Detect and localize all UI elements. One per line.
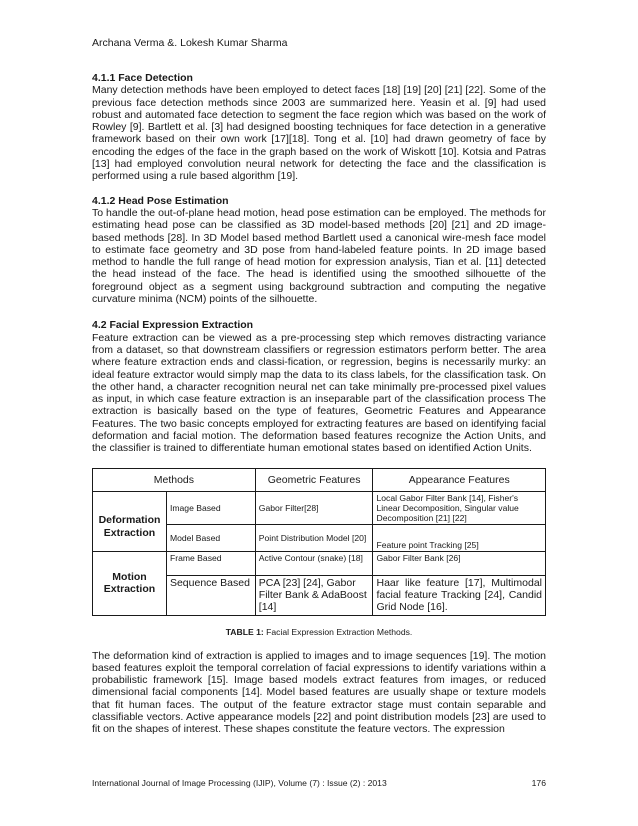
method-cell: Sequence Based — [166, 575, 255, 615]
section-face-detection — [92, 72, 546, 183]
appearance-cell: Gabor Filter Bank [26] — [373, 551, 546, 575]
caption-text: Facial Expression Extraction Methods. — [266, 626, 413, 637]
section-heading: 4.2 Facial Expression Extraction — [92, 319, 254, 332]
geometric-cell: Active Contour (snake) [18] — [255, 551, 373, 575]
section-paragraph: Feature extraction can be viewed as a pre-processing step which removes distracting variance from a dataset, so that downstream classifiers or regression estimators perform better. The area where feature extraction ends and classi-fication, or regression, begins is necessarily murky: an ideal feature extractor would simply map the data to its class labels, for the classification task. On the other hand, a character recognition neural net can take minimally pre-processed pixel values as input, in which case feature extraction is an inseparable part of the classification process The extraction is basically based on the type of features, Geometric Features and Appearance Features. The two basic concepts employed for extracting features are based on identifying facial deformation and facial motion. The deformation based features recognize the Action Units, and the classifier is trained to differentiate human emotional states based on identified Action Units. — [92, 331, 546, 455]
group-cell: Motion Extraction — [93, 551, 167, 615]
appearance-cell: Haar like feature [17], Multimodal facial feature Tracking [24], Candid Grid Node [16]. — [373, 575, 546, 615]
table-header: Geometric Features — [255, 468, 373, 491]
table-header: Appearance Features — [373, 468, 546, 491]
running-header: Archana Verma &. Lokesh Kumar Sharma — [92, 37, 288, 49]
geometric-cell: PCA [23] [24], Gabor Filter Bank & AdaBoost [14] — [255, 575, 373, 615]
section-heading: 4.1.2 Head Pose Estimation — [92, 194, 229, 207]
appearance-cell: Feature point Tracking [25] — [373, 524, 546, 551]
table-header-row — [93, 468, 546, 491]
geometric-cell: Gabor Filter[28] — [255, 491, 373, 524]
method-cell: Frame Based — [166, 551, 255, 575]
journal-citation: International Journal of Image Processing (IJIP), Volume (7) : Issue (2) : 2013 — [92, 778, 387, 788]
method-cell: Image Based — [166, 491, 255, 524]
methods-table — [92, 468, 546, 616]
page-footer — [92, 778, 546, 788]
page-body — [92, 72, 546, 736]
method-cell: Model Based — [166, 524, 255, 551]
table-caption — [92, 627, 546, 637]
section-expression-extraction — [92, 319, 546, 454]
appearance-cell: Local Gabor Filter Bank [14], Fisher's Linear Decomposition, Singular value Decomposition [21] [22] — [373, 491, 546, 524]
group-cell: Deformation Extraction — [93, 491, 167, 551]
table-header: Methods — [93, 468, 256, 491]
page-number: 176 — [531, 778, 546, 788]
section-paragraph: Many detection methods have been employed to detect faces [18] [19] [20] [21] [22]. Some of the previous face detection methods since 2003 are summarized here. Yeasin et al. [9] had used robust and automated face detection to segment the face region which was based on the work of Rowley [9]. Bartlett et al. [3] had designed boosting techniques for face detection in a generative framework based on their own work [17][18]. Tong et al. [10] had drawn geometry of face by encoding the edges of the face in the graph based on the work of Wiskott [10]. Kotsia and Patras [13] had employed convolution neural network for detecting the face and the classification is performed using a rule based algorithm [19]. — [92, 84, 546, 183]
section-paragraph: To handle the out-of-plane head motion, head pose estimation can be employed. The methods for estimating head pose can be classified as 3D model-based methods [20] [21] and 2D image-based methods [28]. In 3D Model based method Bartlett used a canonical wire-mesh face model to estimate face geometry and 3D pose from hand-labeled feature points. In 2D image based method to handle the full range of head motion for expression analysis, Tian et al. [11] detected the head instead of the face. The head is identified using the smoothed silhouette of the foreground object as a segment using background subtraction and computing the negative curvature minima (NCM) points of the silhouette. — [92, 206, 546, 306]
closing-paragraph: The deformation kind of extraction is applied to images and to image sequences [19]. The motion based features exploit the temporal correlation of facial expressions to identify variations within a probabilistic framework [15]. Image based models extract features from images, or reduced dimensional facial components [14]. Model based features are usually shape or texture models that fit human faces. The output of the feature extractor stage must contain separable and classifiable vectors. Active appearance models [22] and point distribution models [23] are used to fit on the shapes of interest. These shapes constitute the feature vectors. The expression — [92, 649, 546, 736]
geometric-cell: Point Distribution Model [20] — [255, 524, 373, 551]
table-row — [93, 491, 546, 524]
section-heading: 4.1.1 Face Detection — [92, 72, 193, 84]
table-row — [93, 551, 546, 575]
section-head-pose — [92, 195, 546, 306]
caption-label: TABLE 1: — [225, 626, 264, 637]
